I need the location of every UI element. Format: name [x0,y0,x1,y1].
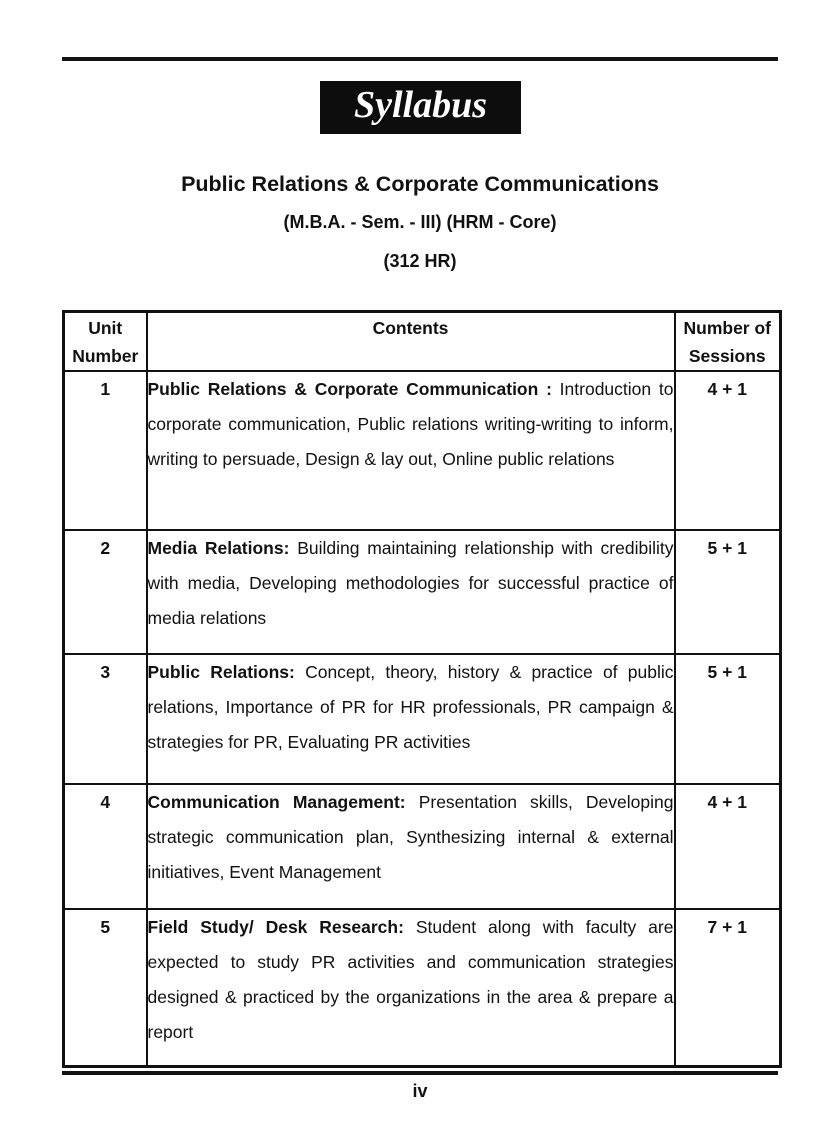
course-code: (312 HR) [383,251,457,271]
contents-cell [147,909,675,1066]
table-row-unit-4 [64,784,781,909]
topic-description: Presentation skills, Developing strategic communication plan, Synthesizing internal & external initiatives, Event Management [147,792,674,882]
sessions-cell: 4 + 1 [675,371,781,530]
topic-description: Student along with faculty are expected to study PR activities and communication strategies designed & practiced by the organizations in the area & prepare a report [147,917,674,1042]
unit-number-cell: 5 [64,909,147,1066]
table-row-unit-1 [64,371,781,530]
col-header-contents-label: Contents [372,318,449,338]
unit-number-cell: 1 [64,371,147,530]
unit-number-cell: 4 [64,784,147,909]
sessions-cell: 4 + 1 [675,784,781,909]
topic-description: Concept, theory, history & practice of public relations, Importance of PR for HR professionals, PR campaign & strategies for PR, Evaluating PR activities [147,662,674,752]
col-header-unit-number [64,312,147,372]
sessions-cell: 7 + 1 [675,909,781,1066]
topic-title: Field Study/ Desk Research: [147,917,404,937]
top-rule [62,57,778,61]
col-header-sessions-line1: Number of [683,318,771,338]
table-row-unit-2 [64,530,781,654]
bottom-rule [62,1071,778,1075]
col-header-sessions [675,312,781,372]
topic-title: Public Relations: [147,662,295,682]
contents-cell [147,530,675,654]
col-header-contents [147,312,675,372]
unit-number-cell: 3 [64,654,147,784]
col-header-sessions-line2: Sessions [688,346,766,366]
sessions-cell: 5 + 1 [675,530,781,654]
col-header-unit-line2: Number [72,346,139,366]
contents-cell [147,371,675,530]
course-title: Public Relations & Corporate Communications [181,172,659,196]
table-row-unit-5 [64,909,781,1066]
page-number: iv [412,1081,428,1101]
contents-cell [147,784,675,909]
syllabus-banner-label: Syllabus [353,84,488,126]
topic-title: Public Relations & Corporate Communication : [147,379,552,399]
topic-title: Communication Management: [147,792,406,812]
sessions-cell: 5 + 1 [675,654,781,784]
table-header-row [64,312,781,372]
contents-cell [147,654,675,784]
topic-description: Introduction to corporate communication, Public relations writing-writing to inform, writing to persuade, Design & lay out, Online public relations [147,379,674,469]
col-header-unit-line1: Unit [88,318,123,338]
syllabus-table [62,310,782,1068]
syllabus-banner [320,81,521,134]
table-row-unit-3 [64,654,781,784]
unit-number-cell: 2 [64,530,147,654]
course-subtitle: (M.B.A. - Sem. - III) (HRM - Core) [283,212,557,232]
topic-description: Building maintaining relationship with credibility with media, Developing methodologies for successful practice of media relations [147,538,674,628]
topic-title: Media Relations: [147,538,290,558]
